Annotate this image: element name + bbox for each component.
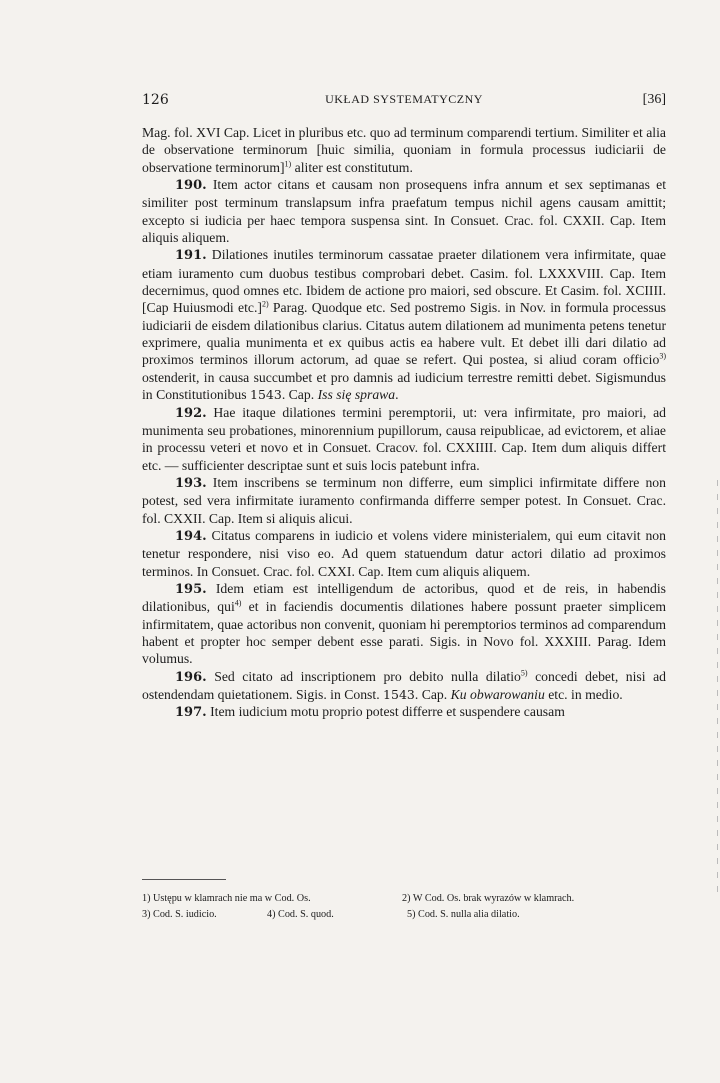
running-title: UKŁAD SYSTEMATYCZNY	[325, 92, 483, 106]
footnote-3: 3) Cod. S. iudicio.	[142, 909, 217, 920]
polish-chapter-title: Ku obwarowaniu	[450, 687, 545, 702]
footnote-4: 4) Cod. S. quod.	[267, 909, 334, 920]
paragraph-196: 196. Sed citato ad inscriptionem pro debito nulla dilatio$^{5)}$ concedi debet, nisi ad ostendendam quietationem. Sigis. in Const. 1543. Cap. Ku obwarowaniu etc. in medio.	[142, 668, 666, 702]
footnote-ref: 4)	[234, 598, 242, 608]
paragraph-195: 195. Idem etiam est intelligendum de actoribus, quod et de reis, in habendis dilationibus, qui$^{4)}$ et in faciendis documentis dilationes habere possunt praeter simplicem infirmitatem, quae actoribus non convenit, quoniam hi peremptorios terminos ad comparendum habent et propter hoc semper debent esse parati. Sigis. in Novo fol. XXXIII. Parag. Idem volumus.	[142, 580, 667, 667]
paragraph-191: 191. Dilationes inutiles terminorum cassatae praeter dilationem vera infirmitate, quae etiam iuramento cum duobus testibus comprobari debet. Casim. fol. LXXXVIII. Cap. Item decernimus, quod omnes etc. Ibidem de actione pro maiori, sed obscure. Et Casim. fol. XCIIII. [Cap Huiusmodi etc.]$^{2)}$ Parag. Quodque etc. Sed postremo Sigis. in Nov. in formula processus iudiciarii de eisdem dilationibus clarius. Citatus autem dilationem ad munimenta petens tenetur exprimere, qualia munimenta et ex quibus actis ea habere vult. Et debet illi dari dilatio ad proximos terminos illorum actorum, ad quae se refert. Qui postea, si aliud coram officio$^{3)}$ ostenderit, in causa succumbet et pro damnis ad iudicium terrestre remitti debet. Sigismundus in Constitutionibus 1543. Cap. Iss się sprawa.	[142, 247, 666, 403]
footnote-1: 1) Ustępu w klamrach nie ma w Cod. Os.	[142, 893, 311, 904]
paragraph-number: 197.	[175, 705, 207, 721]
page-header	[142, 92, 666, 112]
footnote-ref: 5)	[520, 668, 528, 678]
paragraph-number: 196.	[175, 669, 207, 685]
footnote-ref: 1)	[284, 159, 292, 169]
footnote-row	[142, 907, 672, 923]
scan-edge-artifact	[717, 480, 718, 900]
paragraph-number: 195.	[175, 581, 207, 597]
section-reference: [36]	[642, 92, 666, 107]
page-number: 126	[142, 92, 169, 108]
footnote-ref: 2)	[261, 299, 269, 309]
paragraph-number: 190.	[175, 178, 207, 194]
intro-paragraph: Mag. fol. XVI Cap. Licet in pluribus etc. quo ad terminum comparendi tertium. Similiter et alia de observatione terminorum [huic similia, quoniam in formula processus iudiciarii de observatione terminorum]$^{1)}$ aliter est constitutum.	[142, 125, 666, 175]
paragraph-197: 197. Item iudicium motu proprio potest differre et suspendere causam	[175, 704, 565, 721]
paragraph-number: 193.	[175, 475, 207, 491]
polish-chapter-title: Iss się sprawa	[317, 387, 396, 403]
paragraph-number: 194.	[175, 528, 207, 544]
paragraph-190: 190. Item actor citans et causam non prosequens infra annum et sex septimanas et similiter post terminum translapsum infra praefatum tempus nichil agens causam amittit; excepto si iudicia per haec tempora suspensa sint. In Consuet. Crac. fol. CXXII. Cap. Item aliquis aliquem.	[142, 177, 666, 246]
paragraph-193: 193. Item inscribens se terminum non differre, eum simplici infirmitate differe non potest, sed vera infirmitate iuramento confirmanda differre semper potest. In Consuet. Crac. fol. CXXII. Cap. Item si aliquis alicui.	[142, 474, 666, 526]
paragraph-number: 192.	[175, 405, 207, 421]
footnote-divider	[142, 879, 226, 880]
paragraph-192: 192. Hae itaque dilationes termini peremptorii, ut: vera infirmitate, pro maiori, ad munimenta seu probationes, minorennium pupillorum, causa reipublicae, ad evictorem, et aliae in processu veteri et novo et in Consuet. Cracov. fol. CXXIIII. Cap. Item dum aliquis differt etc. — sufficienter descriptae sunt et suis locis patebunt infra.	[142, 404, 666, 473]
footnote-ref: 3)	[659, 351, 666, 361]
paragraph-number: 191.	[175, 248, 207, 264]
footnote-2: 2) W Cod. Os. brak wyrazów w klamrach.	[402, 893, 575, 904]
main-text	[142, 124, 666, 722]
footnote-5: 5) Cod. S. nulla alia dilatio.	[407, 909, 520, 920]
paragraph-194: 194. Citatus comparens in iudicio et volens videre ministerialem, qui eum citavit non tenetur respondere, nisi viso eo. Ad quem statuendum datur actori dilatio ad proximos terminos. In Consuet. Crac. fol. CXXI. Cap. Item cum aliquis aliquem.	[142, 527, 666, 579]
footnotes	[142, 891, 672, 923]
footnote-row	[142, 891, 672, 907]
